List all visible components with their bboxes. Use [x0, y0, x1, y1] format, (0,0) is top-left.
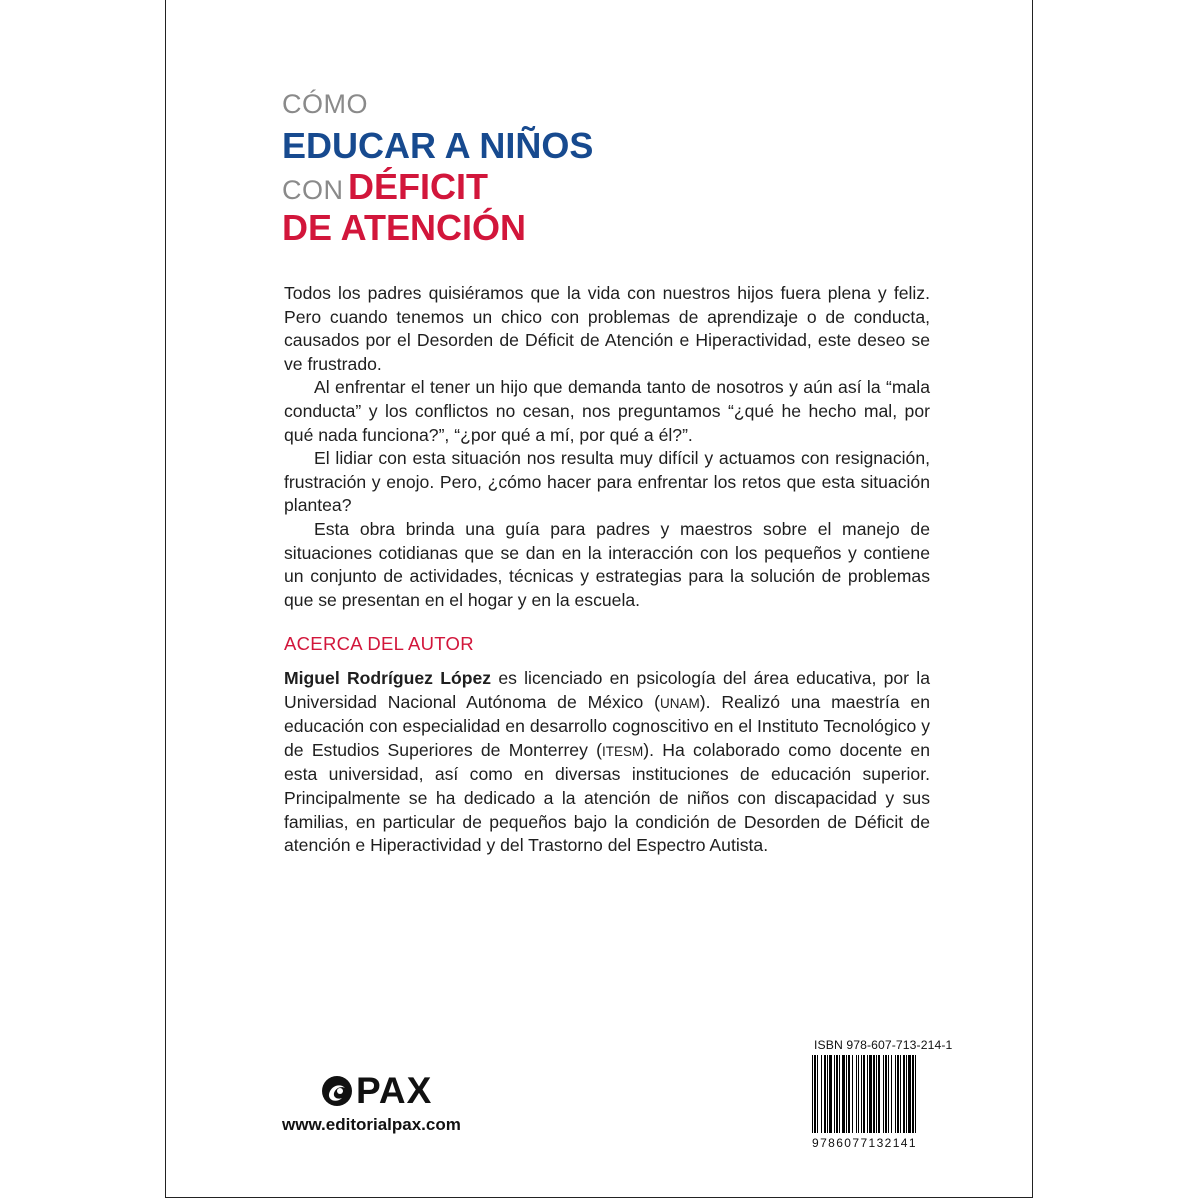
- title-line-deficit: DÉFICIT: [347, 166, 488, 207]
- pax-logo-icon: [320, 1074, 354, 1108]
- title-line-como: CÓMO: [282, 89, 368, 119]
- title-line-atencion: DE ATENCIÓN: [282, 207, 527, 248]
- about-text-part-3: ). Ha colaborado como docente en esta universidad, así como en diversas instituciones de educación superior. Principalmente se ha dedicado a la atención de niños con discapacidad y sus familias, en particular de pequeños bajo la condición de Desorden de Déficit de atención e Hiperactividad y del Trastorno del Espectro Autista.: [284, 739, 930, 856]
- about-author-heading: ACERCA DEL AUTOR: [284, 633, 474, 654]
- synopsis-paragraph-2: Al enfrentar el tener un hijo que demanda tanto de nosotros y aún así la “mala conducta” y los conflictos no cesan, nos preguntamos “¿qué he hecho mal, por qué nada funciona?”, “¿por qué a mí, por qué a él?”.: [284, 377, 930, 445]
- about-author-text: [284, 667, 930, 858]
- synopsis: [284, 282, 930, 612]
- author-name: Miguel Rodríguez López: [284, 668, 492, 688]
- pax-logo: [320, 1072, 432, 1110]
- book-title: [282, 84, 593, 248]
- synopsis-paragraph-4: Esta obra brinda una guía para padres y maestros sobre el manejo de situaciones cotidianas que se dan en la interacción con los pequeños y contiene un conjunto de actividades, técnicas y estrategias para la solución de problemas que se presentan en el hogar y en la escuela.: [284, 518, 930, 610]
- barcode-bar: [916, 1055, 918, 1133]
- about-text-part-1: es licenciado en psicología del área educativa, por la Universidad Nacional Autónoma de México (: [284, 668, 930, 712]
- barcode-digits: 9786077132141: [812, 1136, 917, 1150]
- synopsis-paragraph-1: Todos los padres quisiéramos que la vida con nuestros hijos fuera plena y feliz. Pero cuando tenemos un chico con problemas de aprendizaje o de conducta, causados por el Desorden de Déficit de Atención e Hiperactividad, este deseo se ve frustrado.: [284, 283, 930, 374]
- publisher-website: www.editorialpax.com: [282, 1115, 461, 1134]
- isbn-barcode: [812, 1055, 952, 1150]
- barcode-bars: [812, 1055, 952, 1133]
- title-line-educar: EDUCAR A NIÑOS: [282, 125, 594, 166]
- title-line-con: CON: [282, 175, 344, 205]
- pax-logo-text: PAX: [356, 1070, 433, 1111]
- synopsis-paragraph-3: El lidiar con esta situación nos resulta muy difícil y actuamos con resignación, frustración y enojo. Pero, ¿cómo hacer para enfrentar los retos que esta situación plantea?: [284, 448, 930, 516]
- itesm-abbr: ITESM: [602, 743, 644, 759]
- isbn-label: ISBN 978-607-713-214-1: [814, 1038, 953, 1052]
- about-text-part-2: ). Realizó una maestría en educación con especialidad en desarrollo cognoscitivo en el Instituto Tecnológico y de Estudios Superiores de Monterrey (: [284, 691, 930, 760]
- unam-abbr: UNAM: [660, 695, 700, 711]
